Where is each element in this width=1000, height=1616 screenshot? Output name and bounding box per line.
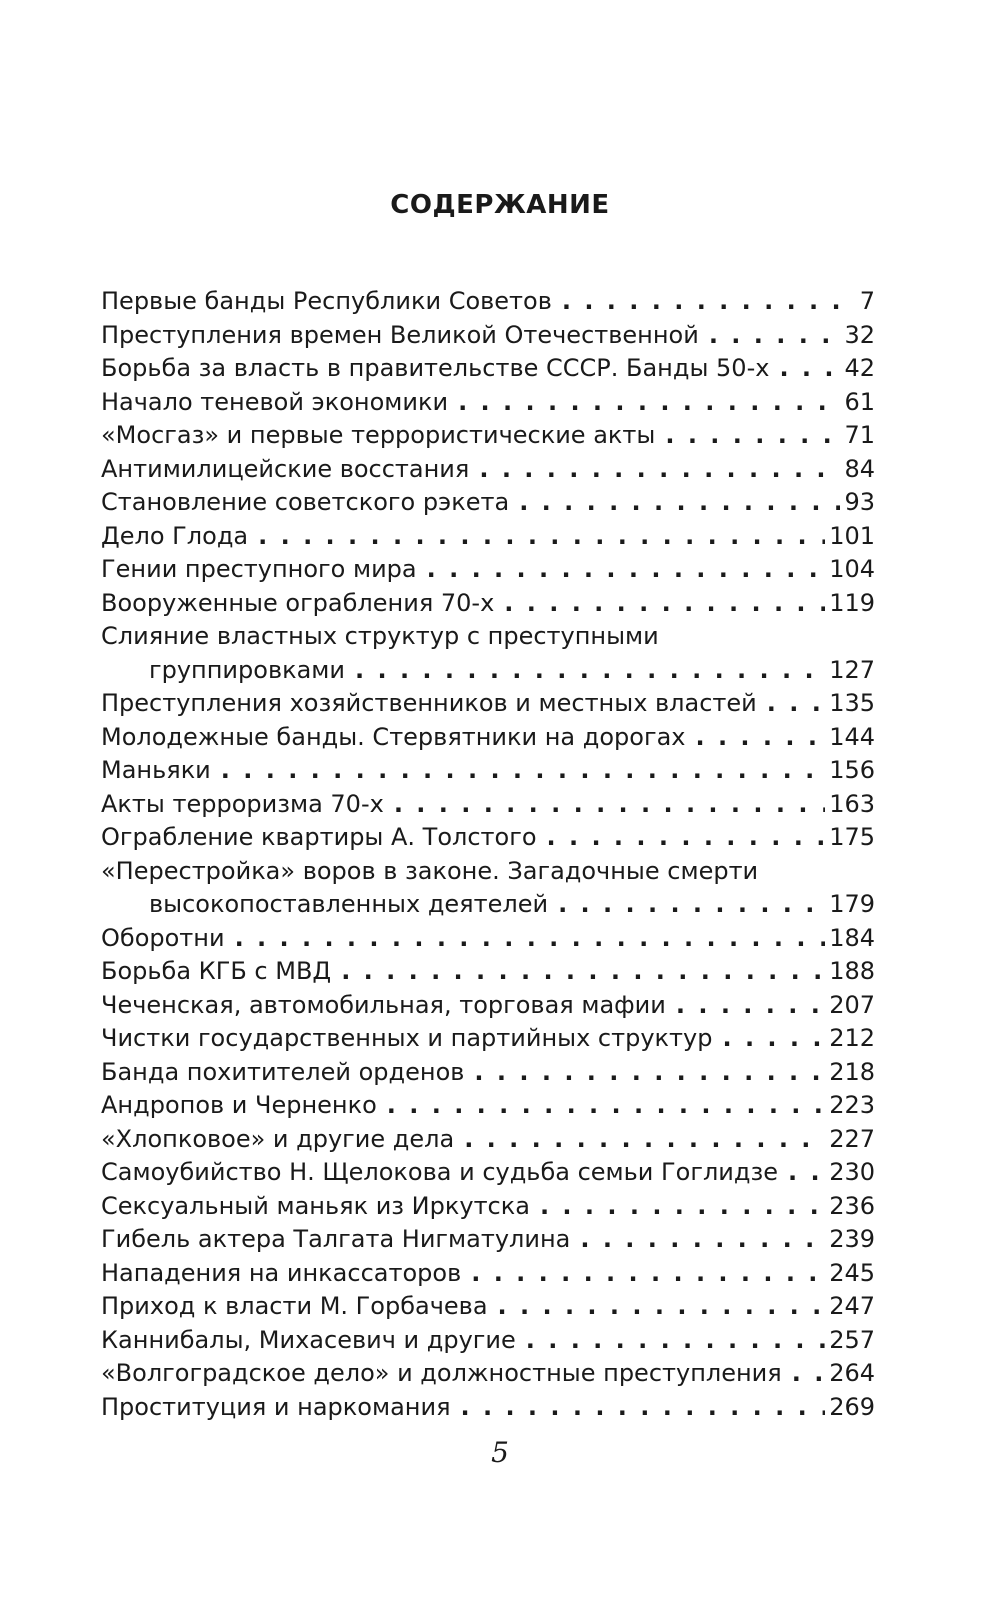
toc-entry-page: 184 <box>829 923 875 952</box>
toc-entry <box>101 922 875 956</box>
toc-entry-title: Андропов и Черненко <box>101 1091 377 1119</box>
toc-entry <box>101 620 875 654</box>
toc-entry <box>101 419 875 453</box>
toc-entry-page: 264 <box>829 1359 875 1387</box>
toc-entry <box>101 855 875 889</box>
page-title: СОДЕРЖАНИЕ <box>390 190 610 220</box>
toc-entry <box>101 1257 875 1291</box>
toc-entry <box>101 1391 875 1425</box>
toc-entry <box>101 1223 875 1257</box>
dot-leader <box>355 654 825 688</box>
toc-entry-page: 156 <box>829 756 875 784</box>
toc-entry-title: Борьба КГБ с МВД <box>101 957 332 985</box>
toc-entry-page: 257 <box>829 1325 875 1354</box>
toc-entry-page: 71 <box>844 421 875 449</box>
dot-leader <box>562 285 856 319</box>
dot-leader <box>461 1391 826 1425</box>
toc-entry-page: 175 <box>829 823 875 851</box>
toc-entry-page: 163 <box>829 789 875 818</box>
toc-entry-title: Антимилицейские восстания <box>101 454 470 483</box>
toc-entry <box>101 386 875 420</box>
toc-entry-page: 144 <box>829 722 875 751</box>
toc-entry-title: Нападения на инкассаторов <box>101 1258 462 1287</box>
toc-entry-page: 61 <box>844 387 875 416</box>
toc-entry-title: Слияние властных структур с преступными <box>101 622 659 650</box>
dot-leader <box>394 788 825 822</box>
toc-entry <box>101 1190 875 1224</box>
toc-entry-title: Гении преступного мира <box>101 555 417 583</box>
toc-entry-page: 188 <box>829 957 875 985</box>
dot-leader <box>580 1223 825 1257</box>
dot-leader <box>519 486 840 520</box>
toc-entry-page: 269 <box>829 1392 875 1421</box>
toc-entry <box>101 587 875 621</box>
toc-entry-title: Становление советского рэкета <box>101 488 510 516</box>
toc-entry-title: Приход к власти М. Горбачева <box>101 1292 488 1320</box>
toc-entry-page: 7 <box>859 287 875 315</box>
toc-entry <box>101 1056 875 1090</box>
toc-entry <box>101 520 875 554</box>
dot-leader <box>558 888 825 922</box>
toc-entry-page: 179 <box>829 890 875 918</box>
toc-entry-title: Преступления времен Великой Отечественной <box>101 320 699 349</box>
toc-entry-title: Первые банды Республики Советов <box>101 287 552 315</box>
toc-entry-title: Начало теневой экономики <box>101 387 449 416</box>
toc-entry <box>101 989 875 1023</box>
toc-entry-title: Каннибалы, Михасевич и другие <box>101 1325 516 1354</box>
toc-entry-page: 127 <box>829 655 875 684</box>
toc-entry-page: 247 <box>829 1292 875 1320</box>
dot-leader <box>526 1324 825 1358</box>
toc-entry-page: 212 <box>829 1024 875 1052</box>
toc-entry-title: «Перестройка» воров в законе. Загадочные смерти <box>101 856 759 885</box>
toc-entry <box>101 821 875 855</box>
toc-entry-page: 239 <box>829 1225 875 1253</box>
table-of-contents <box>101 285 875 1424</box>
toc-entry-title: Борьба за власть в правительстве СССР. Банды 50-х <box>101 354 770 382</box>
toc-entry <box>101 1357 875 1391</box>
toc-entry-page: 223 <box>829 1091 875 1119</box>
toc-entry-title: «Хлопковое» и другие дела <box>101 1124 455 1153</box>
toc-entry-page: 135 <box>829 689 875 717</box>
dot-leader <box>427 553 826 587</box>
toc-entry-title: Проституция и наркомания <box>101 1392 451 1421</box>
toc-entry <box>101 721 875 755</box>
toc-entry-title: Ограбление квартиры А. Толстого <box>101 823 537 851</box>
toc-entry <box>101 1324 875 1358</box>
dot-leader <box>498 1290 826 1324</box>
toc-entry-page: 101 <box>829 521 875 550</box>
toc-entry <box>101 285 875 319</box>
toc-entry-page: 218 <box>829 1057 875 1086</box>
dot-leader <box>792 1357 825 1391</box>
dot-leader <box>387 1089 825 1123</box>
dot-leader <box>709 319 841 353</box>
dot-leader <box>464 1123 825 1157</box>
toc-entry-title: Самоубийство Н. Щелокова и судьба семьи Гоглидзе <box>101 1158 779 1186</box>
toc-entry-title: Чеченская, автомобильная, торговая мафии <box>101 990 666 1019</box>
toc-entry-page: 230 <box>829 1158 875 1186</box>
toc-entry-page: 42 <box>844 354 875 382</box>
toc-entry-page: 32 <box>844 320 875 349</box>
toc-entry-title: Сексуальный маньяк из Иркутска <box>101 1191 530 1220</box>
dot-leader <box>258 520 825 554</box>
dot-leader <box>235 922 826 956</box>
toc-entry <box>101 1022 875 1056</box>
toc-entry-title: Молодежные банды. Стервятники на дорогах <box>101 722 686 751</box>
toc-entry-page: 207 <box>829 990 875 1019</box>
toc-entry-page: 104 <box>829 555 875 583</box>
toc-entry <box>101 486 875 520</box>
dot-leader <box>458 386 840 420</box>
toc-entry <box>101 1156 875 1190</box>
toc-entry-title: Чистки государственных и партийных структур <box>101 1024 713 1052</box>
toc-entry-title: Вооруженные ограбления 70-х <box>101 588 495 617</box>
toc-entry-continuation-line <box>101 654 875 688</box>
dot-leader <box>665 419 840 453</box>
toc-entry-title: Маньяки <box>101 756 211 784</box>
toc-entry-title: Оборотни <box>101 923 225 952</box>
toc-entry-continuation-line <box>101 888 875 922</box>
toc-entry <box>101 1089 875 1123</box>
dot-leader <box>676 989 825 1023</box>
toc-entry-page: 227 <box>829 1124 875 1153</box>
dot-leader <box>471 1257 825 1291</box>
dot-leader <box>221 754 825 788</box>
toc-entry-continuation: высокопоставленных деятелей <box>149 890 549 918</box>
toc-entry <box>101 553 875 587</box>
dot-leader <box>547 821 826 855</box>
dot-leader <box>695 721 825 755</box>
toc-entry-title: Акты терроризма 70-х <box>101 789 384 818</box>
toc-entry <box>101 1290 875 1324</box>
toc-entry <box>101 453 875 487</box>
toc-entry-title: Преступления хозяйственников и местных властей <box>101 689 757 717</box>
page-number: 5 <box>491 1436 509 1469</box>
toc-entry-page: 84 <box>844 454 875 483</box>
toc-entry <box>101 955 875 989</box>
toc-entry <box>101 754 875 788</box>
dot-leader <box>540 1190 825 1224</box>
toc-entry-page: 119 <box>829 588 875 617</box>
toc-entry-title: Банда похитителей орденов <box>101 1057 465 1086</box>
toc-entry <box>101 1123 875 1157</box>
dot-leader <box>504 587 825 621</box>
dot-leader <box>779 352 840 386</box>
dot-leader <box>341 955 825 989</box>
toc-entry <box>101 687 875 721</box>
dot-leader <box>479 453 840 487</box>
dot-leader <box>722 1022 825 1056</box>
toc-entry-continuation: группировками <box>149 655 345 684</box>
toc-entry <box>101 788 875 822</box>
toc-entry-title: «Мосгаз» и первые террористические акты <box>101 421 656 449</box>
toc-entry-page: 245 <box>829 1258 875 1287</box>
dot-leader <box>788 1156 825 1190</box>
toc-entry-page: 236 <box>829 1191 875 1220</box>
toc-entry-title: Дело Глода <box>101 521 249 550</box>
toc-entry <box>101 319 875 353</box>
toc-entry-title: Гибель актера Талгата Нигматулина <box>101 1225 571 1253</box>
dot-leader <box>474 1056 825 1090</box>
toc-entry <box>101 352 875 386</box>
toc-entry-page: 93 <box>844 488 875 516</box>
toc-entry-title: «Волгоградское дело» и должностные преступления <box>101 1359 782 1387</box>
dot-leader <box>767 687 825 721</box>
